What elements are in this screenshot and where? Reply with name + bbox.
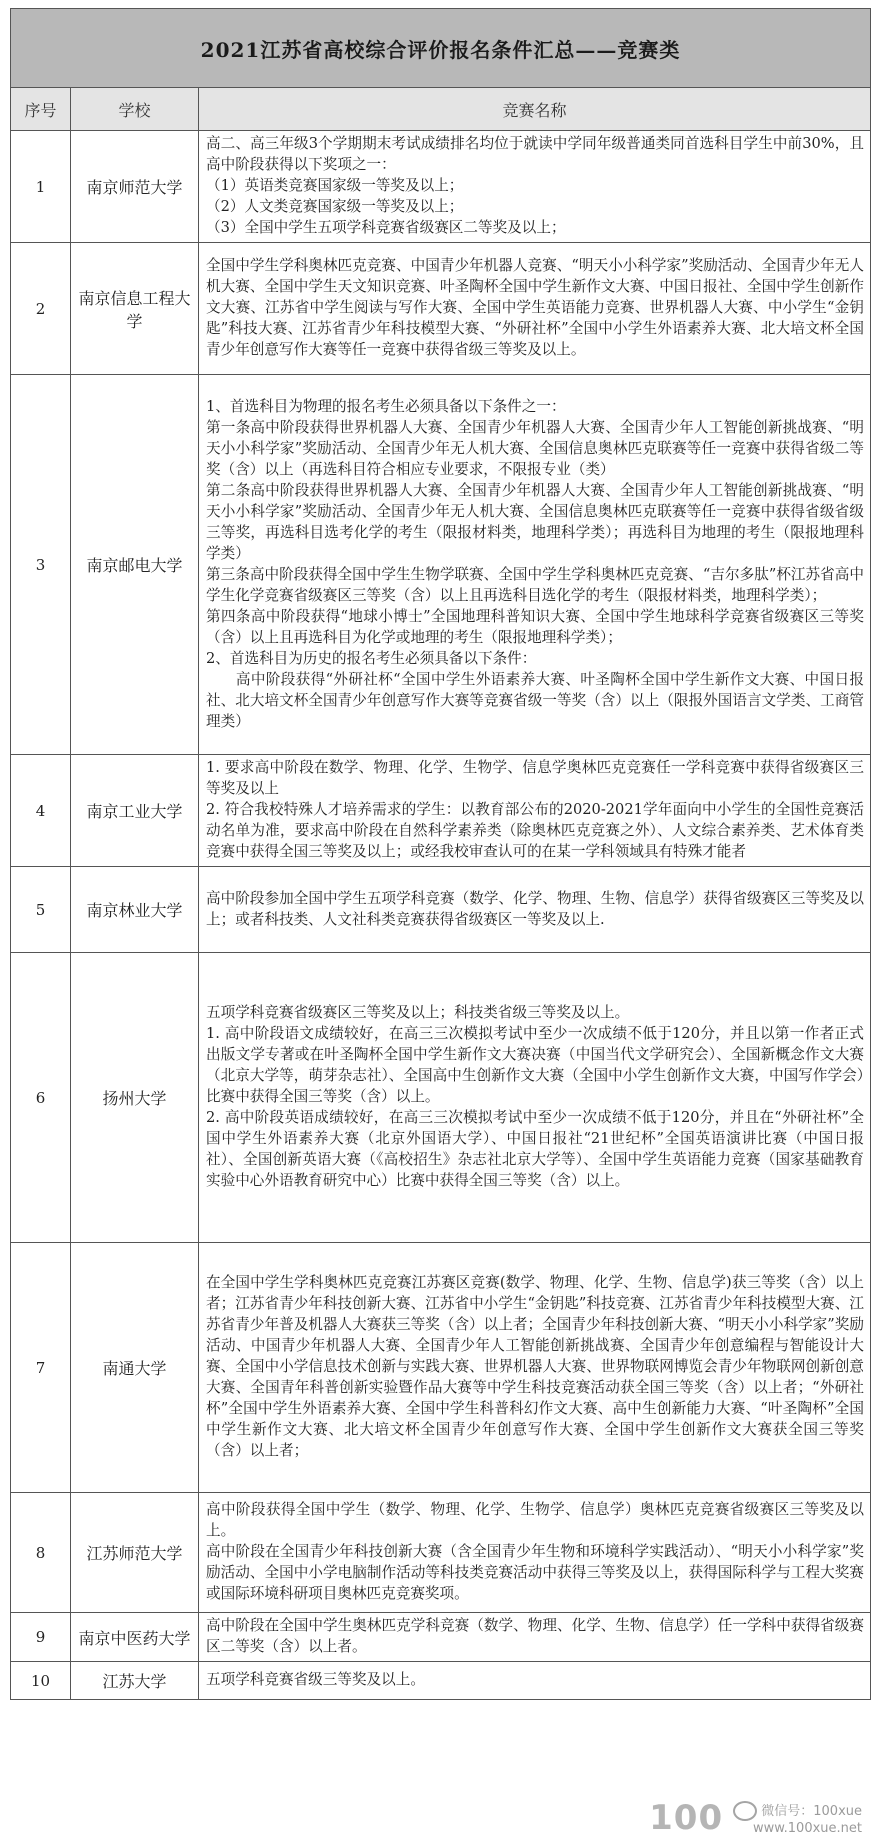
watermark-wechat: 微信号：100xue — [761, 1803, 862, 1819]
title-row — [11, 9, 871, 88]
row-school: 南京工业大学 — [71, 755, 199, 867]
watermark-logo: 100 — [649, 1798, 724, 1838]
table-title: 2021江苏省高校综合评价报名条件汇总——竞赛类 — [11, 9, 871, 88]
table-row — [11, 1243, 871, 1493]
competition-table — [10, 8, 871, 1700]
site-watermark — [649, 1798, 862, 1838]
table-row — [11, 375, 871, 755]
row-seq: 6 — [11, 953, 71, 1243]
row-competition: 1、首选科目为物理的报名考生必须具备以下条件之一： 第一条高中阶段获得世界机器人大赛、全国青少年机器人大赛、全国青少年人工智能创新挑战赛、“明天小小科学家”奖励活动、全国青少年无人机大赛、全国信息奥林匹克联赛等任一竞赛中获得省级二等奖（含）以上（再选科目符合相应专业要求，不限报专业（类） 第二条高中阶段获得世界机器人大赛、全国青少年机器人大赛、全国青少年人工智能创新挑战赛、“明天小小科学家”奖励活动、全国青少年无人机大赛、全国信息奥林匹克联赛等任一竞赛中获得省级省级三等奖，再选科目选考化学的考生（限报材料类，地理科学类）；再选科目为地理的考生（限报地理科学类） 第三条高中阶段获得全国中学生生物学联赛、全国中学生学科奥林匹克竞赛、“吉尔多肽”杯江苏省高中学生化学竞赛省级赛区三等奖（含）以上且再选科目选化学的考生（限报材料类，地理科学类）； 第四条高中阶段获得“地球小博士”全国地理科普知识大赛、全国中学生地球科学竞赛省级赛区三等奖（含）以上且再选科目为化学或地理的考生（限报地理科学类）； 2、首选科目为历史的报名考生必须具备以下条件： 高中阶段获得“外研社杯“全国中学生外语素养大赛、叶圣陶杯全国中学生新作文大赛、中国日报社、北大培文杯全国青少年创意写作大赛等竞赛省级一等奖（含）以上（限报外国语言文学类、工商管理类） — [199, 375, 871, 755]
table-row — [11, 1662, 871, 1700]
row-competition: 高中阶段在全国中学生奥林匹克学科竞赛（数学、物理、化学、生物、信息学）任一学科中获得省级赛区二等奖（含）以上者。 — [199, 1613, 871, 1662]
row-seq: 8 — [11, 1493, 71, 1613]
row-seq: 3 — [11, 375, 71, 755]
header-row — [11, 88, 871, 131]
watermark-url: www.100xue.net — [752, 1821, 862, 1837]
header-competition: 竞赛名称 — [199, 88, 871, 131]
row-competition: 1. 要求高中阶段在数学、物理、化学、生物学、信息学奥林匹克竞赛任一学科竞赛中获得省级赛区三等奖及以上 2. 符合我校特殊人才培养需求的学生：以教育部公布的2020-2021学年面向中小学生的全国性竞赛活动名单为准，要求高中阶段在自然科学素养类（除奥林匹克竞赛之外）、人文综合素养类、艺术体育类竞赛中获得全国三等奖及以上；或经我校审查认可的在某一学科领域具有特殊才能者 — [199, 755, 871, 867]
row-competition: 在全国中学生学科奥林匹克竞赛江苏赛区竞赛(数学、物理、化学、生物、信息学)获三等奖（含）以上者；江苏省青少年科技创新大赛、江苏省中小学生“金钥匙”科技竞赛、江苏省青少年科技模型大赛、江苏省青少年普及机器人大赛获三等奖（含）以上者；全国青少年科技创新大赛、“明天小小科学家”奖励活动、中国青少年机器人大赛、全国青少年人工智能创新挑战赛、全国青少年创意编程与智能设计大赛、全国中小学信息技术创新与实践大赛、世界机器人大赛、世界物联网博览会青少年物联网创新创意大赛、全国青年科普创新实验暨作品大赛等中学生科技竞赛活动获全国三等奖（含）以上者；“外研社杯”全国中学生外语素养大赛、全国中学生科普科幻作文大赛、高中生创新能力大赛、“叶圣陶杯”全国中学生新作文大赛、北大培文杯全国青少年创意写作大赛、全国中学生创新作文大赛获全国三等奖（含）以上者； — [199, 1243, 871, 1493]
row-school: 南京师范大学 — [71, 131, 199, 243]
row-school: 扬州大学 — [71, 953, 199, 1243]
row-school: 南京信息工程大学 — [71, 243, 199, 375]
row-seq: 4 — [11, 755, 71, 867]
row-competition: 全国中学生学科奥林匹克竞赛、中国青少年机器人竞赛、“明天小小科学家”奖励活动、全国青少年无人机大赛、全国中学生天文知识竞赛、叶圣陶杯全国中学生新作文大赛、中国日报社、全国中学生创新作文大赛、江苏省中学生阅读与写作大赛、全国中学生英语能力竞赛、世界机器人大赛、中小学生“金钥匙”科技大赛、江苏省青少年科技模型大赛、“外研社杯”全国中小学生外语素养大赛、北大培文杯全国青少年创意写作大赛等任一竞赛中获得省级三等奖及以上。 — [199, 243, 871, 375]
table-row — [11, 1493, 871, 1613]
row-competition: 五项学科竞赛省级赛区三等奖及以上；科技类省级三等奖及以上。 1. 高中阶段语文成绩较好，在高三三次模拟考试中至少一次成绩不低于120分，并且以第一作者正式出版文学专著或在叶圣陶杯全国中学生新作文大赛决赛（中国当代文学研究会）、全国新概念作文大赛（北京大学等，萌芽杂志社）、全国高中生创新作文大赛（全国中小学生创新作文大赛，中国写作学会）比赛中获得全国三等奖（含）以上。 2. 高中阶段英语成绩较好，在高三三次模拟考试中至少一次成绩不低于120分，并且在“外研社杯”全国中学生外语素养大赛（北京外国语大学）、中国日报社“21世纪杯”全国英语演讲比赛（中国日报社）、全国创新英语大赛（《高校招生》杂志社北京大学等）、全国中学生英语能力竞赛（国家基础教育实验中心外语教育研究中心）比赛中获得全国三等奖（含）以上。 — [199, 953, 871, 1243]
row-school: 江苏师范大学 — [71, 1493, 199, 1613]
row-competition: 五项学科竞赛省级三等奖及以上。 — [199, 1662, 871, 1700]
row-seq: 7 — [11, 1243, 71, 1493]
row-seq: 2 — [11, 243, 71, 375]
row-seq: 9 — [11, 1613, 71, 1662]
watermark-text — [733, 1800, 862, 1837]
row-school: 江苏大学 — [71, 1662, 199, 1700]
table-row — [11, 131, 871, 243]
row-seq: 10 — [11, 1662, 71, 1700]
header-school: 学校 — [71, 88, 199, 131]
row-school: 南通大学 — [71, 1243, 199, 1493]
row-competition: 高中阶段获得全国中学生（数学、物理、化学、生物学、信息学）奥林匹克竞赛省级赛区三等奖及以上。 高中阶段在全国青少年科技创新大赛（含全国青少年生物和环境科学实践活动）、“明天小小科学家”奖励活动、全国中小学电脑制作活动等科技类竞赛活动中获得三等奖及以上，获得国际科学与工程大奖赛或国际环境科研项目奥林匹克竞赛奖项。 — [199, 1493, 871, 1613]
table-row — [11, 243, 871, 375]
header-seq: 序号 — [11, 88, 71, 131]
table-row — [11, 1613, 871, 1662]
table-row — [11, 867, 871, 953]
row-competition: 高中阶段参加全国中学生五项学科竞赛（数学、化学、物理、生物、信息学）获得省级赛区三等奖及以上；或者科技类、人文社科类竞赛获得省级赛区一等奖及以上. — [199, 867, 871, 953]
row-competition: 高二、高三年级3个学期期末考试成绩排名均位于就读中学同年级普通类同首选科目学生中前30%，且高中阶段获得以下奖项之一： （1）英语类竞赛国家级一等奖及以上； （2）人文类竞赛国家级一等奖及以上； （3）全国中学生五项学科竞赛省级赛区二等奖及以上； — [199, 131, 871, 243]
row-seq: 1 — [11, 131, 71, 243]
wechat-icon — [733, 1801, 757, 1821]
row-school: 南京中医药大学 — [71, 1613, 199, 1662]
row-school: 南京邮电大学 — [71, 375, 199, 755]
table-row — [11, 755, 871, 867]
table-row — [11, 953, 871, 1243]
row-school: 南京林业大学 — [71, 867, 199, 953]
row-seq: 5 — [11, 867, 71, 953]
admission-table-sheet — [10, 8, 870, 1700]
